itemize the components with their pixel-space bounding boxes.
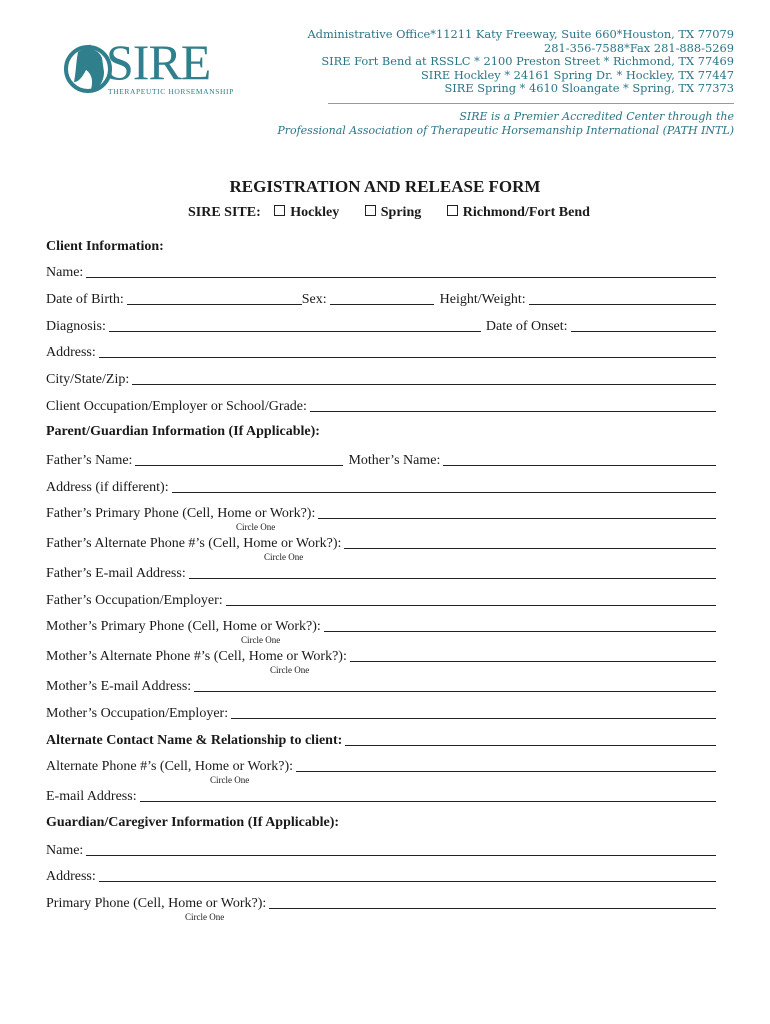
horse-head-icon [64, 38, 112, 100]
email-field[interactable] [140, 787, 716, 802]
father-primary-phone-field[interactable] [318, 504, 716, 519]
field-label: Father’s E-mail Address: [46, 566, 186, 581]
dob-field[interactable] [127, 290, 302, 305]
address-line: Administrative Office*11211 Katy Freeway, Suite 660*Houston, TX 77079 [307, 27, 734, 41]
guardian-name-row [46, 841, 716, 859]
guardian-section-heading: Guardian/Caregiver Information (If Applicable): [46, 815, 340, 830]
field-label: Address (if different): [46, 480, 169, 495]
field-label: Father’s Occupation/Employer: [46, 593, 223, 608]
address-line: 281-356-7588*Fax 281-888-5269 [544, 40, 734, 55]
field-label: Alternate Contact Name & Relationship to client: [46, 733, 343, 748]
client-name-row [46, 263, 716, 281]
alt-phone-row [46, 757, 716, 775]
address-line: SIRE Spring * 4610 Sloangate * Spring, TX 77373 [444, 81, 734, 96]
email-row [46, 787, 716, 805]
field-label: Date of Birth: [46, 292, 124, 307]
mother-primary-phone-field[interactable] [324, 617, 716, 632]
date-onset-field[interactable] [571, 317, 716, 332]
field-label: Client Occupation/Employer or School/Grade: [46, 399, 307, 414]
mothers-name-field[interactable] [443, 451, 716, 466]
city-state-zip-row [46, 370, 716, 388]
father-email-row [46, 564, 716, 582]
address-line: SIRE Fort Bend at RSSLC * 2100 Preston Street * Richmond, TX 77469 [321, 54, 734, 69]
logo-subtitle: THERAPEUTIC HORSEMANSHIP [108, 87, 234, 96]
father-occupation-field[interactable] [226, 591, 716, 606]
address-different-field[interactable] [172, 478, 716, 493]
diagnosis-row [46, 317, 716, 335]
accreditation-line: SIRE is a Premier Accredited Center through the [459, 110, 734, 123]
client-name-field[interactable] [86, 263, 716, 278]
field-label: Mother’s Name: [348, 453, 441, 468]
field-label: Mother’s Primary Phone (Cell, Home or Work?): [46, 619, 321, 634]
address-field[interactable] [99, 343, 716, 358]
circle-one-hint: Circle One [210, 775, 250, 785]
circle-one-hint: Circle One [241, 635, 281, 645]
checkbox[interactable] [447, 205, 458, 216]
field-label: Date of Onset: [485, 319, 568, 334]
occupation-row [46, 397, 716, 415]
circle-one-hint: Circle One [185, 912, 225, 922]
guardian-name-field[interactable] [86, 841, 716, 856]
site-label: SIRE SITE: [188, 205, 261, 220]
dob-row [46, 290, 716, 308]
site-selection [188, 205, 590, 221]
field-label: Father’s Primary Phone (Cell, Home or Work?): [46, 506, 316, 521]
parent-names-row [46, 451, 716, 469]
checkbox[interactable] [274, 205, 285, 216]
field-label: Father’s Alternate Phone #’s (Cell, Home or Work?): [46, 536, 342, 551]
site-option-richmond[interactable]: Richmond/Fort Bend [447, 205, 590, 221]
father-alt-phone-row [46, 534, 716, 552]
checkbox[interactable] [365, 205, 376, 216]
logo-text: SIRE [106, 34, 211, 90]
site-option-hockley[interactable]: Hockley [274, 205, 339, 221]
guardian-address-row [46, 867, 716, 885]
circle-one-hint: Circle One [270, 665, 310, 675]
diagnosis-field[interactable] [109, 317, 481, 332]
alt-contact-field[interactable] [345, 731, 716, 746]
father-occupation-row [46, 591, 716, 609]
mother-occupation-row [46, 704, 716, 722]
field-label: City/State/Zip: [46, 372, 130, 387]
field-label: Mother’s Occupation/Employer: [46, 706, 229, 721]
field-label: Alternate Phone #’s (Cell, Home or Work?): [46, 759, 294, 774]
father-primary-phone-row [46, 504, 716, 522]
field-label: Address: [46, 345, 96, 360]
mother-alt-phone-row [46, 647, 716, 665]
field-label: Diagnosis: [46, 319, 106, 334]
guardian-address-field[interactable] [99, 867, 716, 882]
alt-phone-field[interactable] [296, 757, 716, 772]
mother-primary-phone-row [46, 617, 716, 635]
guardian-phone-field[interactable] [269, 894, 716, 909]
field-label: Primary Phone (Cell, Home or Work?): [46, 896, 267, 911]
circle-one-hint: Circle One [264, 552, 304, 562]
accreditation-line: Professional Association of Therapeutic Horsemanship International (PATH INTL) [277, 123, 734, 137]
mother-email-field[interactable] [194, 677, 716, 692]
field-label: Name: [46, 265, 84, 280]
field-label: Father’s Name: [46, 453, 133, 468]
sex-field[interactable] [330, 290, 434, 305]
field-label: Name: [46, 843, 84, 858]
mother-alt-phone-field[interactable] [350, 647, 716, 662]
accreditation-note [277, 110, 734, 137]
field-label: Sex: [301, 292, 327, 307]
mother-email-row [46, 677, 716, 695]
site-option-spring[interactable]: Spring [365, 205, 421, 221]
alt-contact-row [46, 731, 716, 749]
occupation-field[interactable] [310, 397, 716, 412]
parent-section-heading: Parent/Guardian Information (If Applicable): [46, 424, 320, 439]
height-weight-field[interactable] [529, 290, 716, 305]
client-section-heading: Client Information: [46, 239, 164, 254]
field-label: Mother’s E-mail Address: [46, 679, 192, 694]
field-label: Address: [46, 869, 96, 884]
mother-occupation-field[interactable] [231, 704, 716, 719]
circle-one-hint: Circle One [236, 522, 276, 532]
field-label: Mother’s Alternate Phone #’s (Cell, Home or Work?): [46, 649, 347, 664]
form-title: REGISTRATION AND RELEASE FORM [229, 177, 541, 196]
father-email-field[interactable] [189, 564, 716, 579]
address-line: SIRE Hockley * 24161 Spring Dr. * Hockley, TX 77447 [421, 67, 734, 82]
header-divider [328, 103, 734, 104]
guardian-phone-row [46, 894, 716, 912]
address-row [46, 343, 716, 361]
address-different-row [46, 478, 716, 496]
field-label: E-mail Address: [46, 789, 137, 804]
sire-logo [64, 36, 239, 102]
address-block [307, 28, 734, 96]
father-alt-phone-field[interactable] [344, 534, 716, 549]
city-state-zip-field[interactable] [132, 370, 716, 385]
field-label: Height/Weight: [439, 292, 526, 307]
fathers-name-field[interactable] [135, 451, 343, 466]
